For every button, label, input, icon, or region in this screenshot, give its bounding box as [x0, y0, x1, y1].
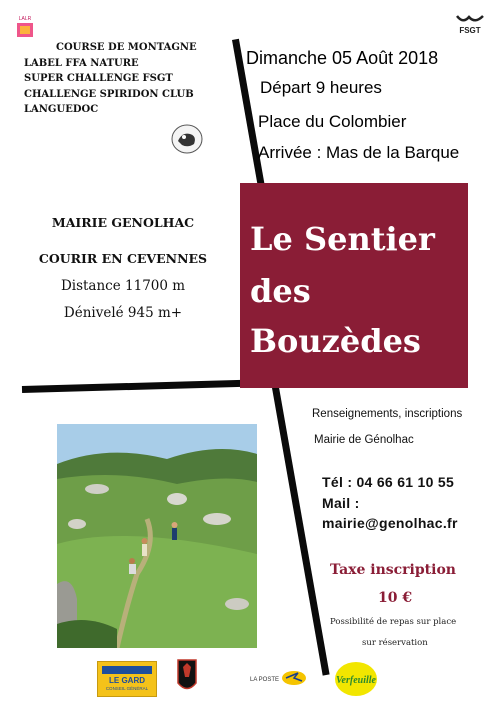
fsgt-logo: [455, 14, 485, 36]
contact-mail-label: Mail :: [322, 495, 360, 511]
lalr-logo-text: LALR: [18, 16, 32, 22]
le-gard-logo: [97, 661, 157, 697]
diagonal-line-lower: [272, 387, 330, 676]
la-poste-logo: [248, 669, 308, 687]
contact-heading: Renseignements, inscriptions: [312, 408, 463, 420]
contact-mairie: Mairie de Génolhac: [314, 434, 414, 446]
fee-label: Taxe inscription: [330, 562, 456, 578]
fee-note-2: sur réservation: [362, 638, 428, 648]
title-box: [240, 183, 468, 388]
fsgt-logo-text: FSGT: [459, 26, 481, 35]
title-line-1: Le Sentier: [250, 220, 435, 258]
contact-tel: Tél : 04 66 61 10 55: [322, 474, 455, 490]
event-depart: Départ 9 heures: [260, 78, 382, 97]
mairie-genolhac: MAIRIE GENOLHAC: [51, 215, 195, 230]
contact-email-link[interactable]: mairie@genolhac.fr: [322, 515, 458, 531]
title-line-3: Bouzèdes: [250, 322, 421, 360]
event-place: Place du Colombier: [258, 112, 407, 131]
courir-cevennes: COURIR EN CEVENNES: [38, 251, 208, 266]
lalr-logo: [14, 14, 36, 40]
title-line-2: des: [250, 272, 311, 310]
trail-photo: [57, 424, 257, 648]
label-challenge-spiridon: CHALLENGE SPIRIDON CLUB: [24, 88, 194, 100]
label-languedoc: LANGUEDOC: [24, 104, 99, 115]
label-course-montagne: COURSE DE MONTAGNE: [56, 42, 197, 53]
label-ffa-nature: LABEL FFA NATURE: [24, 57, 139, 69]
denivele: Dénivelé 945 m+: [63, 305, 183, 321]
event-arrivee: Arrivée : Mas de la Barque: [258, 143, 460, 162]
le-gard-logo-text: LE GARD: [109, 676, 145, 685]
le-gard-logo-sub: CONSEIL GÉNÉRAL: [105, 686, 149, 691]
verfeuille-logo-text: Verfeuille: [336, 675, 376, 686]
event-info: [246, 48, 496, 163]
club-round-logo: [170, 122, 204, 156]
verfeuille-logo: [333, 658, 379, 698]
labels-block: [24, 40, 224, 118]
fee-amount: 10 €: [378, 590, 413, 606]
race-info: [18, 215, 228, 321]
la-poste-logo-text: LA POSTE: [250, 677, 280, 683]
distance: Distance 11700 m: [60, 278, 186, 294]
event-date: Dimanche 05 Août 2018: [246, 48, 439, 68]
label-super-challenge: SUPER CHALLENGE FSGT: [24, 73, 173, 84]
genolhac-blason-icon: [177, 659, 197, 695]
fee-note-1: Possibilité de repas sur place: [330, 617, 457, 627]
